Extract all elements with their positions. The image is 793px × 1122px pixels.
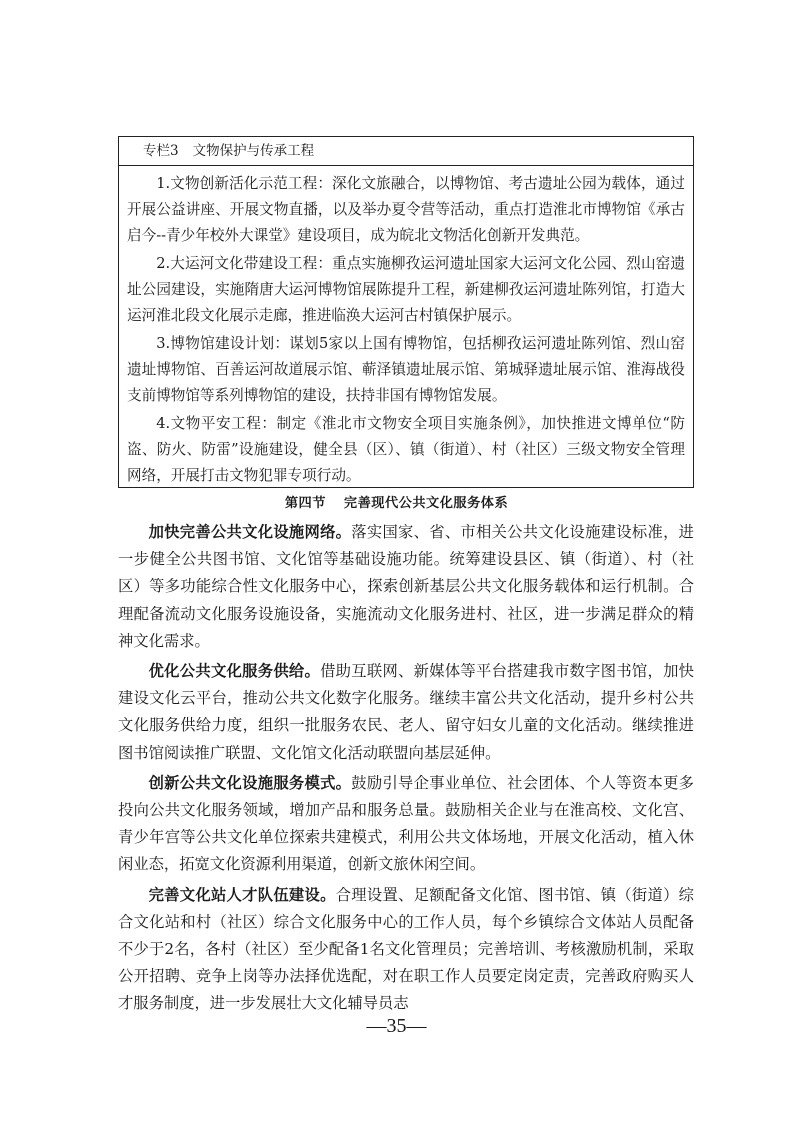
body-paragraph [118, 519, 694, 655]
feature-box-number: 专栏3 [143, 143, 179, 159]
paragraph-text: 合理设置、足额配备文化馆、图书馆、镇（街道）综合文化站和村（社区）综合文化服务中心的工作人员，每个乡镇综合文体站人员配备不少于2名，各村（社区）至少配备1名文化管理员；完善培训、考核激励机制，采取公开招聘、竞争上岗等办法择优选配，对在职工作人员要定岗定责，完善政府购买人才服务制度，进一步发展壮大文化辅导员志 [118, 885, 694, 1013]
paragraph-lead: 创新公共文化设施服务模式。 [148, 773, 352, 792]
feature-item: 1.文物创新活化示范工程：深化文旅融合，以博物馆、考古遗址公园为载体，通过开展公益讲座、开展文物直播，以及举办夏令营等活动，重点打造淮北市博物馆《承古启今--青少年校外大课堂》建设项目，成为皖北文物活化创新开发典范。 [127, 175, 685, 244]
body-text [118, 519, 694, 1021]
paragraph-lead: 完善文化站人才队伍建设。 [148, 885, 336, 904]
feature-item: 3.博物馆建设计划：谋划5家以上国有博物馆，包括柳孜运河遗址陈列馆、烈山窑遗址博物馆、百善运河故道展示馆、蕲泽镇遗址展示馆、第城驿遗址展示馆、淮海战役支前博物馆等系列博物馆的建设，扶持非国有博物馆发展。 [127, 335, 685, 404]
feature-item: 4.文物平安工程：制定《淮北市文物安全项目实施条例》，加快推进文博单位“防盗、防火、防雷”设施建设，健全县（区）、镇（街道）、村（社区）三级文物安全管理网络，开展打击文物犯罪专项行动。 [127, 415, 685, 484]
feature-box-title: 文物保护与传承工程 [192, 143, 315, 159]
body-paragraph [118, 658, 694, 767]
feature-item: 2.大运河文化带建设工程：重点实施柳孜运河遗址国家大运河文化公园、烈山窑遗址公园建设，实施隋唐大运河博物馆展陈提升工程，新建柳孜运河遗址陈列馆，打造大运河淮北段文化展示走廊，推进临涣大运河古村镇保护展示。 [127, 255, 685, 324]
page-number: —35— [366, 1015, 427, 1037]
section-title: 完善现代公共文化服务体系 [343, 496, 509, 511]
feature-box-body [119, 166, 693, 489]
feature-box-header [119, 137, 693, 166]
paragraph-lead: 加快完善公共文化设施网络。 [148, 523, 352, 541]
section-heading [0, 494, 793, 514]
paragraph-lead: 优化公共文化服务供给。 [148, 662, 321, 681]
feature-box [118, 136, 694, 488]
paragraph-text: 落实国家、省、市相关公共文化设施建设标准，进一步健全公共图书馆、文化馆等基础设施功能。统筹建设县区、镇（街道）、村（社区）等多功能综合性文化服务中心，探索创新基层公共文化服务载体和运行机制。合理配备流动文化服务设施设备，实施流动文化服务进村、社区，进一步满足群众的精神文化需求。 [118, 523, 694, 650]
section-number: 第四节 [284, 496, 326, 511]
body-paragraph [118, 882, 694, 1018]
body-paragraph [118, 770, 694, 879]
paragraph-text: 鼓励引导企事业单位、社会团体、个人等资本更多投向公共文化服务领域，增加产品和服务总量。鼓励相关企业与在淮高校、文化宫、青少年宫等公共文化单位探索共建模式，利用公共文体场地，开展文化活动，植入休闲业态，拓宽文化资源利用渠道，创新文旅休闲空间。 [118, 773, 694, 874]
paragraph-text: 借助互联网、新媒体等平台搭建我市数字图书馆，加快建设文化云平台，推动公共文化数字化服务。继续丰富公共文化活动，提升乡村公共文化服务供给力度，组织一批服务农民、老人、留守妇女儿童的文化活动。继续推进图书馆阅读推广联盟、文化馆文化活动联盟向基层延伸。 [118, 662, 694, 762]
